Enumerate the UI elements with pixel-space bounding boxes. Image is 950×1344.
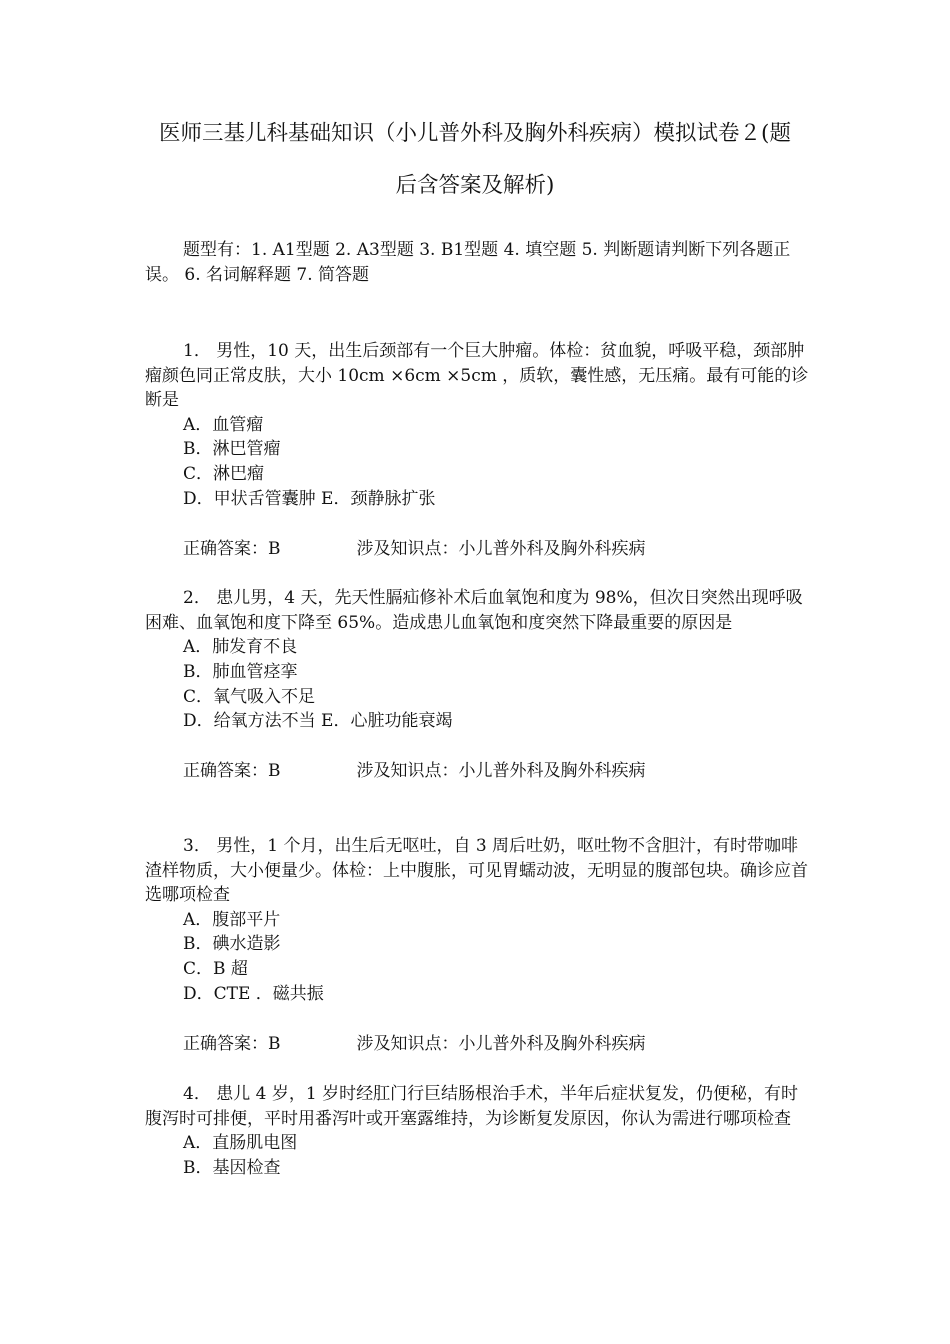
correct-answer: 正确答案：B xyxy=(183,761,281,782)
question-block-4 xyxy=(145,1082,810,1181)
knowledge-point: 涉及知识点：小儿普外科及胸外科疾病 xyxy=(356,761,646,782)
option-d-e: D．CTE ．磁共振 xyxy=(183,983,324,1004)
document-title-line-1: 医师三基儿科基础知识（小儿普外科及胸外科疾病）模拟试卷２(题 xyxy=(159,121,791,146)
question-stem: 1． 男性，10 天，出生后颈部有一个巨大肿瘤。体检：贫血貌，呼吸平稳，颈部肿瘤颜色同正常皮肤，大小 10cm ×6cm ×5cm ，质软，囊性感，无压痛。最有可能的诊断是 xyxy=(145,341,809,410)
option-b: B．淋巴管瘤 xyxy=(183,439,281,460)
option-b: B．肺血管痉挛 xyxy=(183,661,298,682)
correct-answer: 正确答案：B xyxy=(183,1033,281,1054)
option-a: A．直肠肌电图 xyxy=(183,1133,298,1153)
option-d-e: D．甲状舌管囊肿 E．颈静脉扩张 xyxy=(183,488,436,509)
option-b: B．碘水造影 xyxy=(183,934,281,955)
option-d-e: D．给氧方法不当 E．心脏功能衰竭 xyxy=(183,711,453,732)
question-block-2 xyxy=(145,586,810,783)
question-stem: 2． 患儿男，4 天，先天性膈疝修补术后血氧饱和度为 98%，但次日突然出现呼吸困难、血氧饱和度下降至 65%。造成患儿血氧饱和度突然下降最重要的原因是 xyxy=(145,588,803,633)
question-stem: 4． 患儿 4 岁，1 岁时经肛门行巨结肠根治手术，半年后症状复发，仍便秘，有时腹泻时可排便，平时用番泻叶或开塞露维持，为诊断复发原因，你认为需进行哪项检查 xyxy=(145,1084,799,1129)
correct-answer: 正确答案：B xyxy=(183,538,281,559)
question-block-3 xyxy=(145,834,810,1056)
answer-line xyxy=(145,1032,810,1056)
option-a: A．肺发育不良 xyxy=(183,637,298,657)
option-a: A．血管瘤 xyxy=(183,414,264,435)
knowledge-point: 涉及知识点：小儿普外科及胸外科疾病 xyxy=(356,1033,646,1054)
answer-line xyxy=(145,537,810,561)
option-a: A．腹部平片 xyxy=(183,909,281,930)
question-types-intro: 题型有：1. A1型题 2. A3型题 3. B1型题 4. 填空题 5. 判断题请判断下列各题正误。 6. 名词解释题 7. 简答题 xyxy=(145,240,791,285)
option-b: B．基因检查 xyxy=(183,1157,281,1178)
question-stem: 3． 男性，1 个月，出生后无呕吐，自 3 周后吐奶，呕吐物不含胆汁，有时带咖啡渣样物质，大小便量少。体检：上中腹胀，可见胃蠕动波，无明显的腹部包块。确诊应首选哪项检查 xyxy=(145,836,808,905)
document-title-line-2: 后含答案及解析) xyxy=(395,173,555,198)
option-c: C．淋巴瘤 xyxy=(183,464,265,485)
option-c: C．B 超 xyxy=(183,959,248,980)
knowledge-point: 涉及知识点：小儿普外科及胸外科疾病 xyxy=(356,538,646,559)
question-block-1 xyxy=(145,339,810,561)
option-c: C．氧气吸入不足 xyxy=(183,686,316,707)
answer-line xyxy=(145,759,810,783)
